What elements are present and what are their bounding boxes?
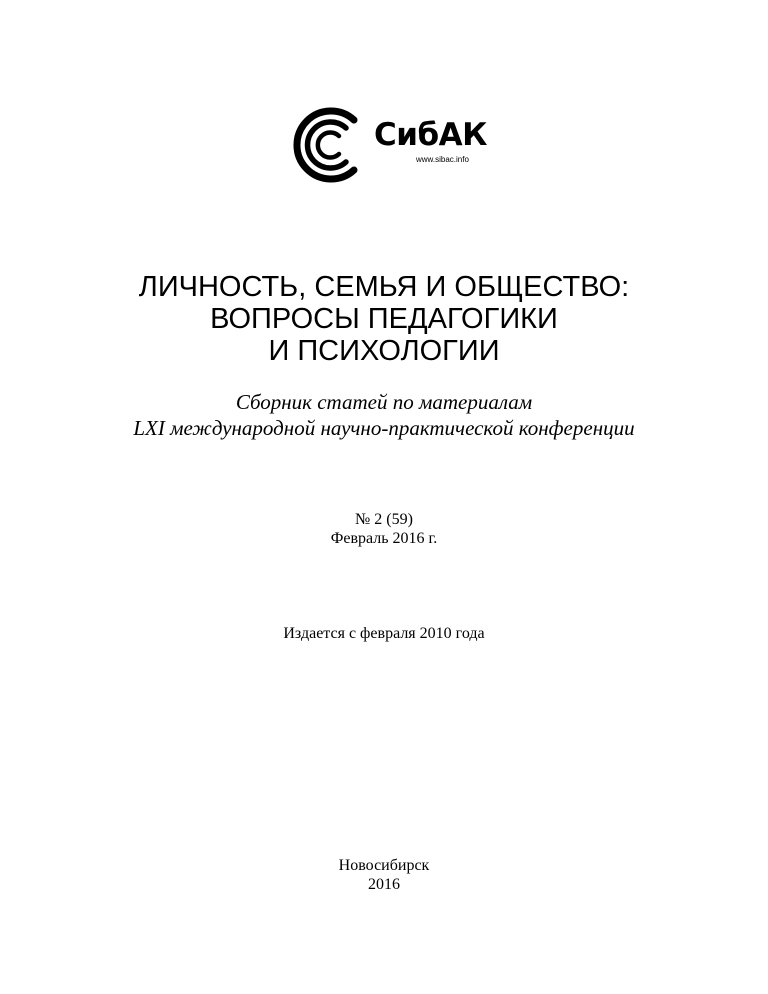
title-line-2: ВОПРОСЫ ПЕДАГОГИКИ — [210, 303, 558, 335]
imprint-year: 2016 — [368, 876, 400, 893]
subtitle-line-1: Сборник статей по материалам — [235, 390, 533, 414]
logo-url: www.sibac.info — [416, 155, 469, 164]
issue-date: Февраль 2016 г. — [330, 530, 438, 547]
imprint — [0, 856, 768, 894]
imprint-city: Новосибирск — [338, 857, 430, 874]
published-since: Издается с февраля 2010 года — [283, 625, 485, 642]
logo-wordmark: СибАК — [374, 117, 487, 153]
subtitle-line-2: LXI международной научно-практической конференции — [133, 416, 635, 440]
sibac-swirl-icon — [288, 104, 368, 184]
issue-info — [0, 510, 768, 548]
book-title — [0, 271, 768, 367]
book-subtitle — [0, 389, 768, 441]
title-line-1: ЛИЧНОСТЬ, СЕМЬЯ И ОБЩЕСТВО: — [138, 271, 630, 303]
publisher-logo — [288, 104, 488, 184]
issue-number: № 2 (59) — [355, 511, 413, 528]
title-line-3: И ПСИХОЛОГИИ — [268, 335, 500, 367]
